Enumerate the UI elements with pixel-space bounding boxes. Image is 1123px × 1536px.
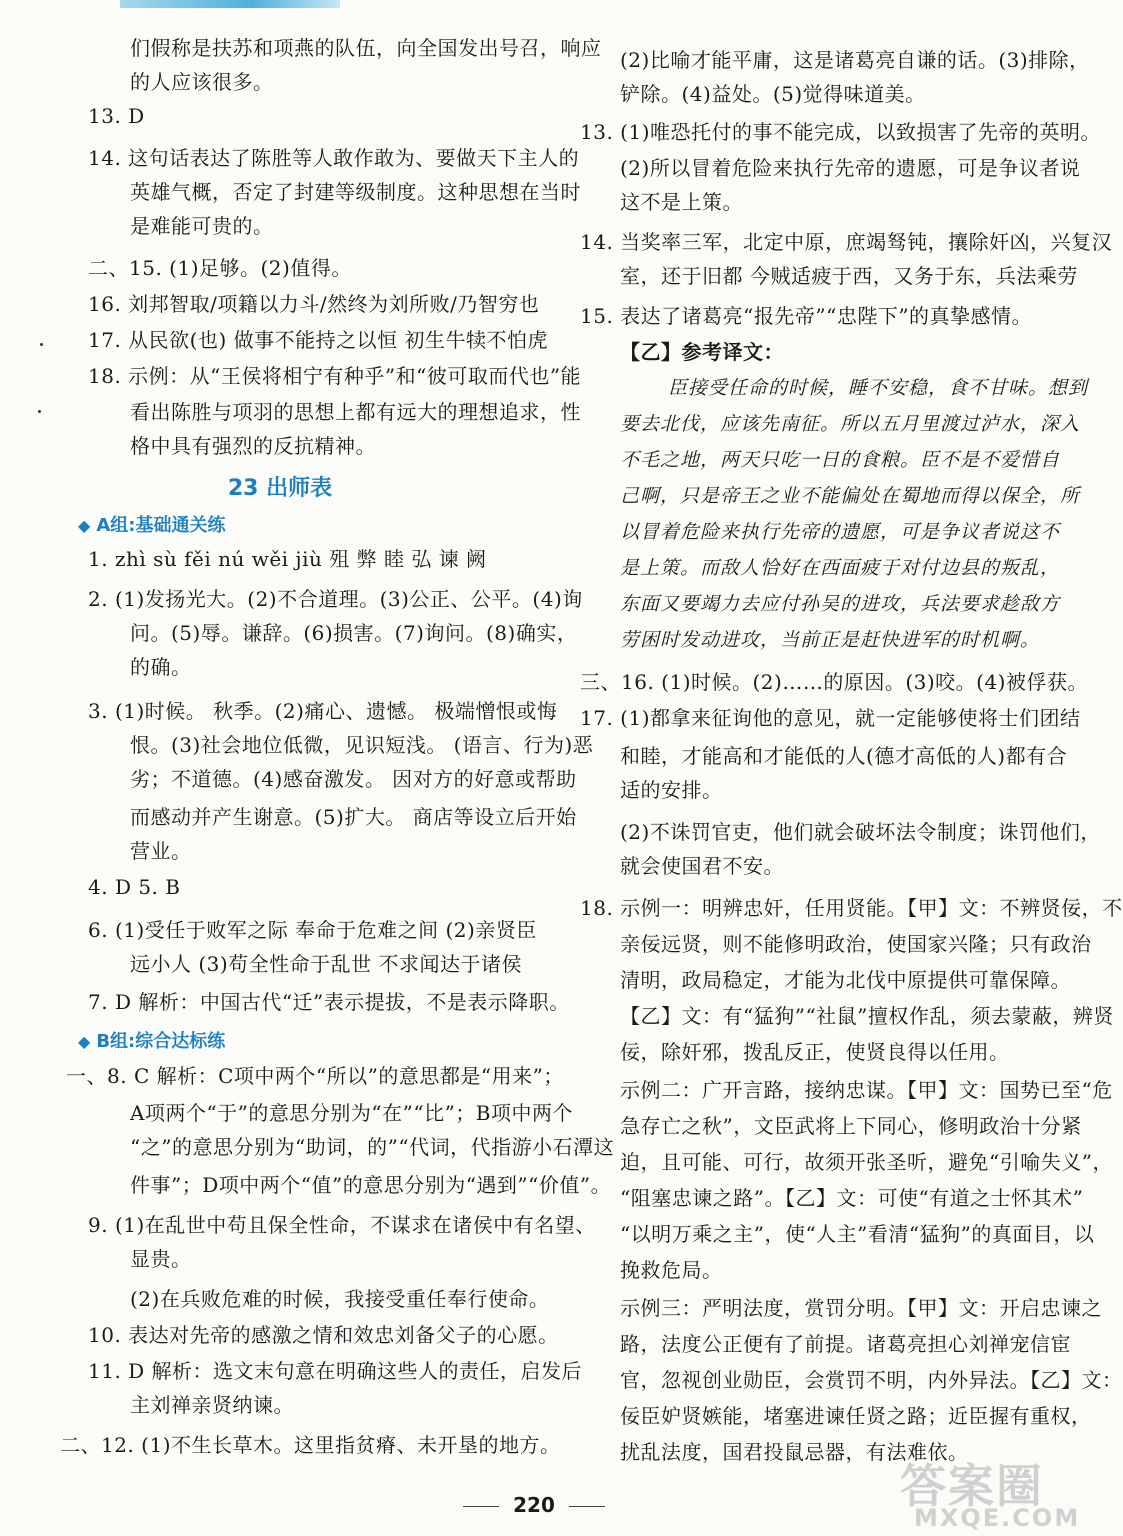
answer-line: 3. (1)时候。 秋季。(2)痛心、遗憾。 极端憎恨或悔 [88, 699, 558, 723]
answer-line: 而感动并产生谢意。(5)扩大。 商店等设立后开始 [130, 805, 577, 829]
answer-line: (2)不诛罚官吏，他们就会破坏法令制度；诛罚他们， [620, 820, 1101, 844]
answer-line: 2. (1)发扬光大。(2)不合道理。(3)公正、公平。(4)询 [88, 587, 583, 611]
answer-line: 佞臣妒贤嫉能，堵塞进谏任贤之路；近臣握有重权， [620, 1404, 1092, 1428]
answer-line: “之”的意思分别为“助词，的”“代词，代指游小石潭这 [130, 1135, 615, 1159]
answer-line: 13. (1)唯恐托付的事不能完成，以致损害了先帝的英明。 [580, 120, 1101, 144]
watermark-logo: 答案圈 MXQE.COM [900, 1459, 1081, 1532]
answer-line: 格中具有强烈的反抗精神。 [130, 434, 376, 458]
page-number: 220 [0, 1493, 1068, 1517]
answer-line: 14. 当奖率三军，北定中原，庶竭驽钝，攘除奸凶，兴复汉 [580, 230, 1113, 254]
answer-line: 三、16. (1)时候。(2)……的原因。(3)咬。(4)被俘获。 [580, 670, 1088, 694]
answer-line: 亲佞远贤，则不能修明政治，使国家兴隆；只有政治 [620, 932, 1092, 956]
answer-line: 二、15. (1)足够。(2)值得。 [88, 256, 352, 280]
answer-line: 17. (1)都拿来征询他的意见，就一定能够使将士们团结 [580, 706, 1081, 730]
answer-line: 官，忽视创业勋臣，会赏罚不明，内外异法。【乙】文： [620, 1368, 1123, 1392]
answer-line: 11. D 解析：选文末句意在明确这些人的责任，启发后 [88, 1359, 583, 1383]
section-title: 23 出师表 [227, 476, 333, 501]
answer-line: 挽救危局。 [620, 1258, 723, 1282]
answer-line: 4. D 5. B [88, 875, 181, 899]
translation-line: 要去北伐，应该先南征。所以五月里渡过泸水，深入 [620, 413, 1081, 435]
answer-line: 18. 示例：从“王侯将相宁有种乎”和“彼可取而代也”能 [88, 364, 582, 388]
answer-line: 适的安排。 [620, 778, 723, 802]
answer-line: “以明万乘之主”，使“人主”看清“猛狗”的真面目，以 [620, 1222, 1095, 1246]
answer-line: 主刘禅亲贤纳谏。 [130, 1393, 294, 1417]
answer-line: 看出陈胜与项羽的思想上都有远大的理想追求，性 [130, 400, 581, 424]
answer-line: 17. 从民欲(也) 做事不能持之以恒 初生牛犊不怕虎 [88, 328, 548, 352]
answer-line: 室，还于旧都 今贼适疲于西，又务于东，兵法乘劳 [620, 264, 1078, 288]
translation-line: 己啊，只是帝王之业不能偏处在蜀地而得以保全，所 [620, 485, 1081, 507]
answer-line: 15. 表达了诸葛亮“报先帝”“忠陛下”的真挚感情。 [580, 304, 1033, 328]
answer-line: 路，法度公正便有了前提。诸葛亮担心刘禅宠信宦 [620, 1332, 1071, 1356]
translation-line: 以冒着危险来执行先帝的遗愿，可是争议者说这不 [620, 521, 1061, 543]
answer-line: 英雄气概，否定了封建等级制度。这种思想在当时 [130, 180, 581, 204]
answer-line: (2)所以冒着危险来执行先帝的遗愿，可是争议者说 [620, 156, 1081, 180]
answer-line: 一、8. C 解析：C项中两个“所以”的意思都是“用来”； [66, 1064, 564, 1088]
answer-line: 和睦，才能高和才能低的人(德才高低的人)都有合 [620, 744, 1068, 768]
diamond-icon: ◆ [78, 1032, 91, 1051]
answer-line: 示例三：严明法度，赏罚分明。【甲】文：开启忠谏之 [620, 1296, 1102, 1320]
answer-line: 二、12. (1)不生长草木。这里指贫瘠、未开垦的地方。 [60, 1433, 561, 1457]
answer-line: (2)在兵败危难的时候，我接受重任奉行使命。 [130, 1287, 550, 1311]
group-a-heading: ◆ A组:基础通关练 [78, 515, 226, 536]
answer-line: 急存亡之秋”，文臣武将上下同心，修明政治十分紧 [620, 1114, 1082, 1138]
translation-heading: 【乙】参考译文： [620, 340, 784, 364]
answer-line: 1. zhì sù fěi nú wěi jiù 殂 弊 睦 弘 谏 阙 [88, 547, 487, 571]
answer-line: 件事”；D项中两个“值”的意思分别为“遇到”“价值”。 [130, 1173, 612, 1197]
answer-line: 10. 表达对先帝的感激之情和效忠刘备父子的心愿。 [88, 1323, 559, 1347]
answer-line: 佞，除奸邪，拨乱反正，使贤良得以任用。 [620, 1040, 1010, 1064]
answer-line: 的人应该很多。 [130, 70, 274, 94]
answer-line: 7. D 解析：中国古代“迁”表示提拔，不是表示降职。 [88, 990, 570, 1014]
answer-line: 【乙】文：有“猛狗”“社鼠”擅权作乱，须去蒙蔽，辨贤 [620, 1004, 1114, 1028]
answer-line: 是难能可贵的。 [130, 214, 274, 238]
diamond-icon: ◆ [78, 516, 91, 535]
answer-line: 这不是上策。 [620, 190, 743, 214]
translation-line: 是上策。而敌人恰好在西面疲于对付边县的叛乱， [620, 557, 1061, 579]
translation-line: 东面又要竭力去应付孙吴的进攻，兵法要求趁敌方 [620, 593, 1061, 615]
answer-line: 的确。 [130, 655, 192, 679]
answer-line: 远小人 (3)苟全性命于乱世 不求闻达于诸侯 [130, 952, 523, 976]
answer-line: 劣；不道德。(4)感奋激发。 因对方的好意或帮助 [130, 767, 577, 791]
answer-line: 恨。(3)社会地位低微，见识短浅。 (语言、行为)恶 [130, 733, 594, 757]
answer-line: 13. D [88, 104, 145, 128]
answer-line: 问。(5)辱。谦辞。(6)损害。(7)询问。(8)确实， [130, 621, 578, 645]
answer-line: 显贵。 [130, 1247, 192, 1271]
answer-line: 迫，且可能、可行，故须开张圣听，避免“引喻失义”， [620, 1150, 1113, 1174]
answer-line: 扰乱法度，国君投鼠忌器，有法难依。 [620, 1440, 969, 1464]
answer-line: 就会使国君不安。 [620, 854, 784, 878]
answer-line: (2)比喻才能平庸，这是诸葛亮自谦的话。(3)排除， [620, 48, 1090, 72]
answer-line: “阻塞忠谏之路”。【乙】文：可使“有道之士怀其术” [620, 1186, 1084, 1210]
header-decoration [120, 0, 340, 8]
translation-line: 劳困时发动进攻，当前正是赶快进军的时机啊。 [620, 629, 1041, 651]
translation-line: 不毛之地，两天只吃一日的食粮。臣不是不爱惜自 [620, 449, 1061, 471]
group-b-heading: ◆ B组:综合达标练 [78, 1031, 226, 1052]
answer-line: 18. 示例一：明辨忠奸，任用贤能。【甲】文：不辨贤佞，不 [580, 896, 1123, 920]
translation-line: 臣接受任命的时候，睡不安稳，食不甘味。想到 [668, 377, 1089, 399]
margin-mark [38, 410, 41, 413]
answer-line: 9. (1)在乱世中苟且保全性命，不谋求在诸侯中有名望、 [88, 1213, 596, 1237]
margin-mark [40, 343, 43, 346]
answer-line: 清明，政局稳定，才能为北伐中原提供可靠保障。 [620, 968, 1071, 992]
answer-line: 铲除。(4)益处。(5)觉得味道美。 [620, 82, 926, 106]
answer-line: 营业。 [130, 839, 192, 863]
answer-line: 6. (1)受任于败军之际 奉命于危难之间 (2)亲贤臣 [88, 918, 537, 942]
answer-line: 示例二：广开言路，接纳忠谋。【甲】文：国势已至“危 [620, 1078, 1113, 1102]
answer-line: A项两个“于”的意思分别为“在”“比”；B项中两个 [130, 1101, 573, 1125]
answer-line: 16. 刘邦智取/项籍以力斗/然终为刘所败/乃智穷也 [88, 292, 540, 316]
answer-line: 14. 这句话表达了陈胜等人敢作敢为、要做天下主人的 [88, 146, 580, 170]
answer-line: 们假称是扶苏和项燕的队伍，向全国发出号召，响应 [130, 36, 602, 60]
